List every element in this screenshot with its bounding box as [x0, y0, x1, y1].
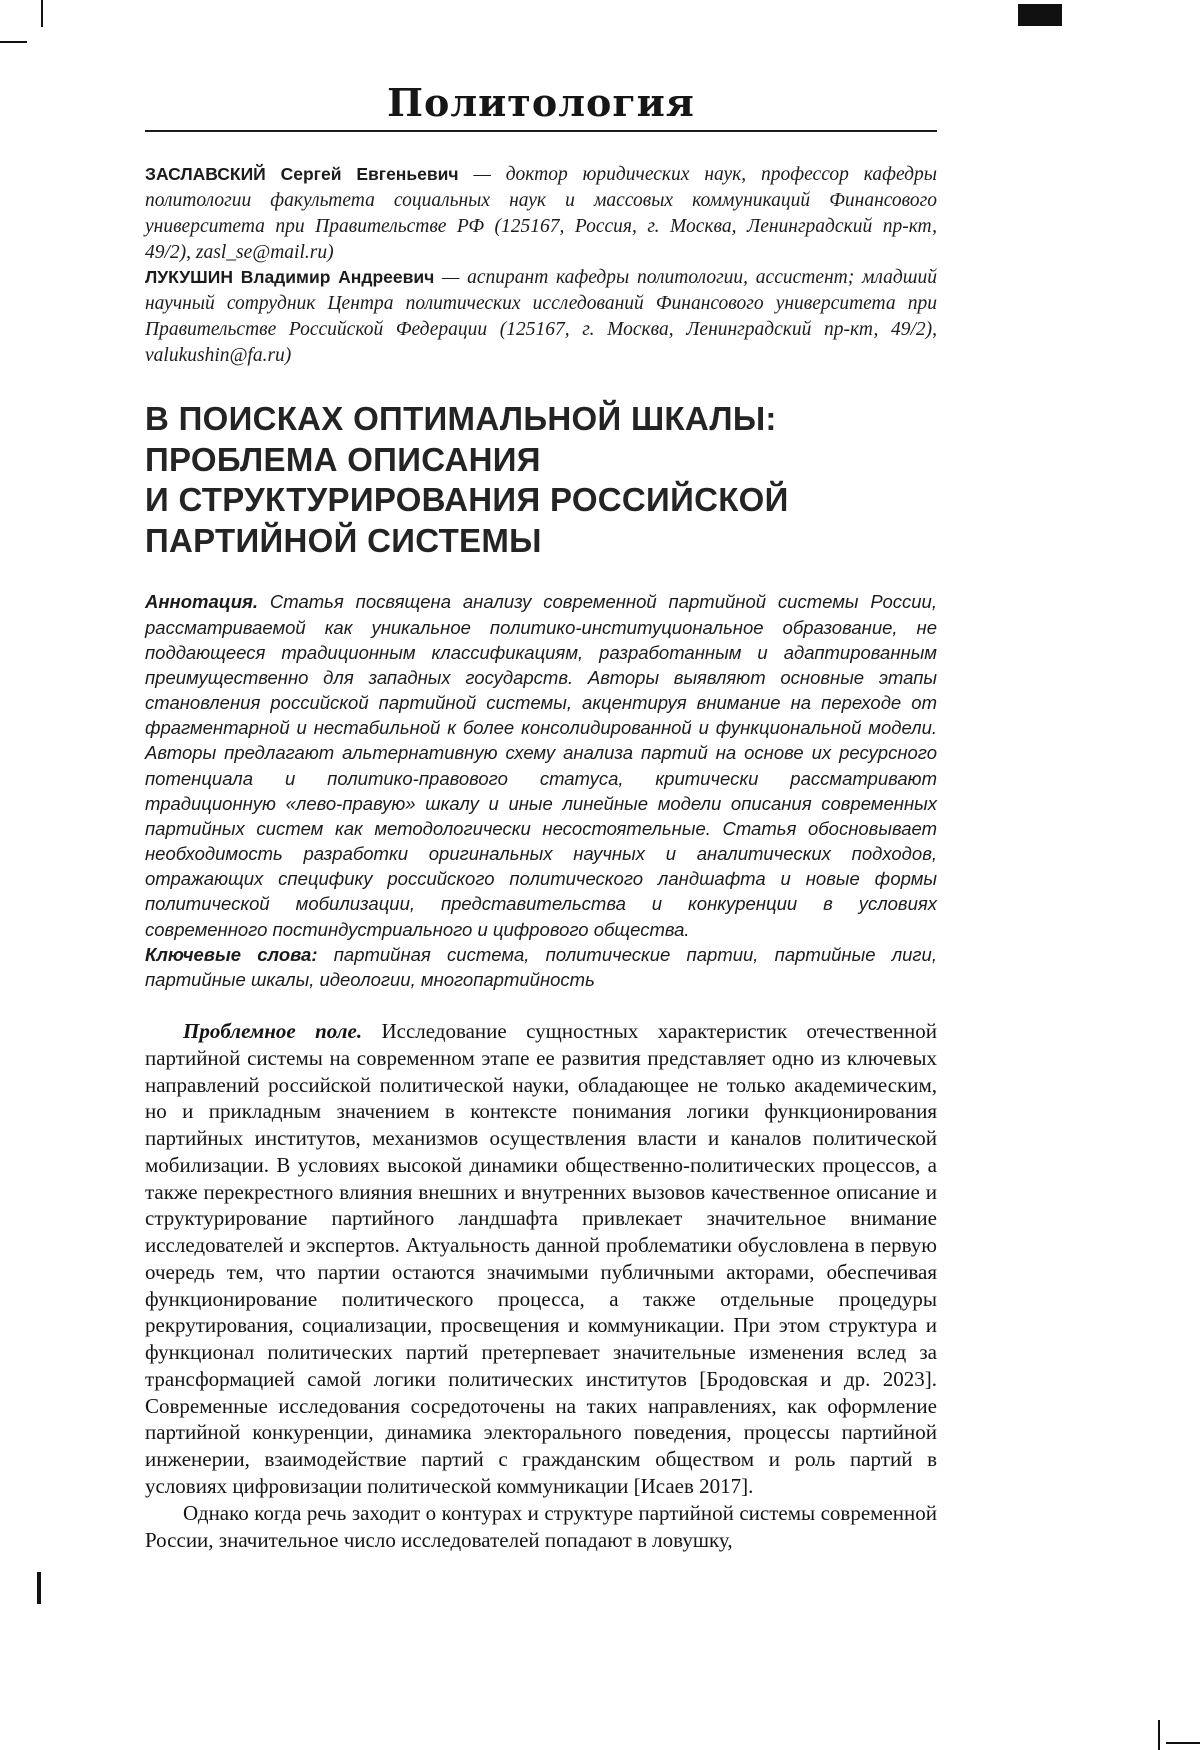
abstract	[145, 589, 937, 941]
authors-block	[145, 162, 937, 369]
crop-mark-bottom-left	[37, 1572, 41, 1604]
paragraph	[145, 1500, 937, 1554]
crop-mark-bottom-right-horizontal	[1166, 1742, 1200, 1744]
crop-mark-bottom-right-vertical	[1158, 1720, 1160, 1750]
registration-mark-top-right	[1018, 4, 1062, 26]
abstract-block	[145, 589, 937, 992]
paragraph-text: Однако когда речь заходит о контурах и структуре партийной системы современной России, значительное число исследователей попадают в ловушку,	[145, 1500, 937, 1552]
author-name: ЛУКУШИН Владимир Андреевич	[145, 267, 435, 288]
article-title	[145, 399, 937, 561]
paragraph-lead: Проблемное поле.	[183, 1018, 363, 1043]
header-rule	[145, 130, 937, 132]
title-line: ПАРТИЙНОЙ СИСТЕМЫ	[145, 521, 542, 559]
author-bio: — доктор юридических наук, профессор кафедры политологии факультета социальных наук и массовых коммуникаций Финансового университета при Правительстве РФ (125167, Россия, г. Москва, Ленинградский пр-кт, 49/2), zasl_se@mail.ru)	[145, 163, 937, 263]
abstract-text: Статья посвящена анализу современной партийной системы России, рассматриваемой как уникальное политико-институциональное образование, не поддающееся традиционным классификациям, разработанным и адаптированным преимущественно для западных государств. Авторы выявляют основные этапы становления российской партийной системы, акцентируя внимание на переходе от фрагментарной и нестабильной к более консолидированной и функциональной модели. Авторы предлагают альтернативную схему анализа партий на основе их ресурсного потенциала и политико-правового статуса, критически рассматривают традиционную «лево-правую» шкалу и иные линейные модели описания современных партийных систем как методологически несостоятельные. Статья обосновывает необходимость разработки оригинальных научных и аналитических подходов, отражающих специфику российского политического ландшафта и новые формы политической мобилизации, представительства и конкуренции в условиях современного постиндустриального и цифрового общества.	[145, 591, 937, 940]
paragraph	[145, 1018, 937, 1500]
page-content	[145, 82, 937, 1553]
author-name: ЗАСЛАВСКИЙ Сергей Евгеньевич	[145, 163, 459, 184]
author-bio: — аспирант кафедры политологии, ассистент; младший научный сотрудник Центра политических исследований Финансового университета при Правительстве Российской Федерации (125167, г. Москва, Ленинградский пр-кт, 49/2), valukushin@fa.ru)	[145, 267, 937, 367]
abstract-label: Аннотация.	[145, 591, 259, 613]
title-line: И СТРУКТУРИРОВАНИЯ РОССИЙСКОЙ	[145, 481, 789, 519]
crop-mark-top-left-horizontal	[0, 41, 27, 43]
paragraph-text: Исследование сущностных характеристик отечественной партийной системы на современном этапе ее развития представляет одно из ключевых направлений российской политической науки, обладающее не только академическим, но и прикладным значением в контексте понимания логики функционирования партийных институтов, механизмов осуществления власти и каналов политической мобилизации. В условиях высокой динамики общественно-политических процессов, а также перекрестного влияния внешних и внутренних вызовов качественное описание и структурирование партийного ландшафта привлекает значительное внимание исследователей и экспертов. Актуальность данной проблематики обусловлена в первую очередь тем, что партии остаются значимыми публичными акторами, обеспечивая функционирование политического процесса, а также отдельные процедуры рекрутирования, социализации, просвещения и коммуникации. При этом структура и функционал политических партий претерпевает значительные изменения вслед за трансформацией самой логики политических институтов [Бродовская и др. 2023]. Современные исследования сосредоточены на таких направлениях, как оформление партийной конкуренции, динамика электорального поведения, процессы партийной инженерии, взаимодействие партий с гражданским обществом и роль партий в условиях цифровизации политической коммуникации [Исаев 2017].	[145, 1018, 937, 1498]
author-entry	[145, 265, 937, 369]
title-line: ПРОБЛЕМА ОПИСАНИЯ	[145, 440, 541, 478]
keywords-text: партийная система, политические партии, партийные лиги, партийные шкалы, идеологии, многопартийность	[145, 943, 937, 990]
page-header	[145, 82, 937, 132]
keywords-label: Ключевые слова:	[145, 943, 318, 965]
keywords	[145, 942, 937, 992]
section-header: Политология	[387, 80, 695, 125]
body-text	[145, 1018, 937, 1553]
author-entry	[145, 162, 937, 266]
title-line: В ПОИСКАХ ОПТИМАЛЬНОЙ ШКАЛЫ:	[145, 400, 777, 438]
crop-mark-top-left-vertical	[41, 0, 43, 27]
